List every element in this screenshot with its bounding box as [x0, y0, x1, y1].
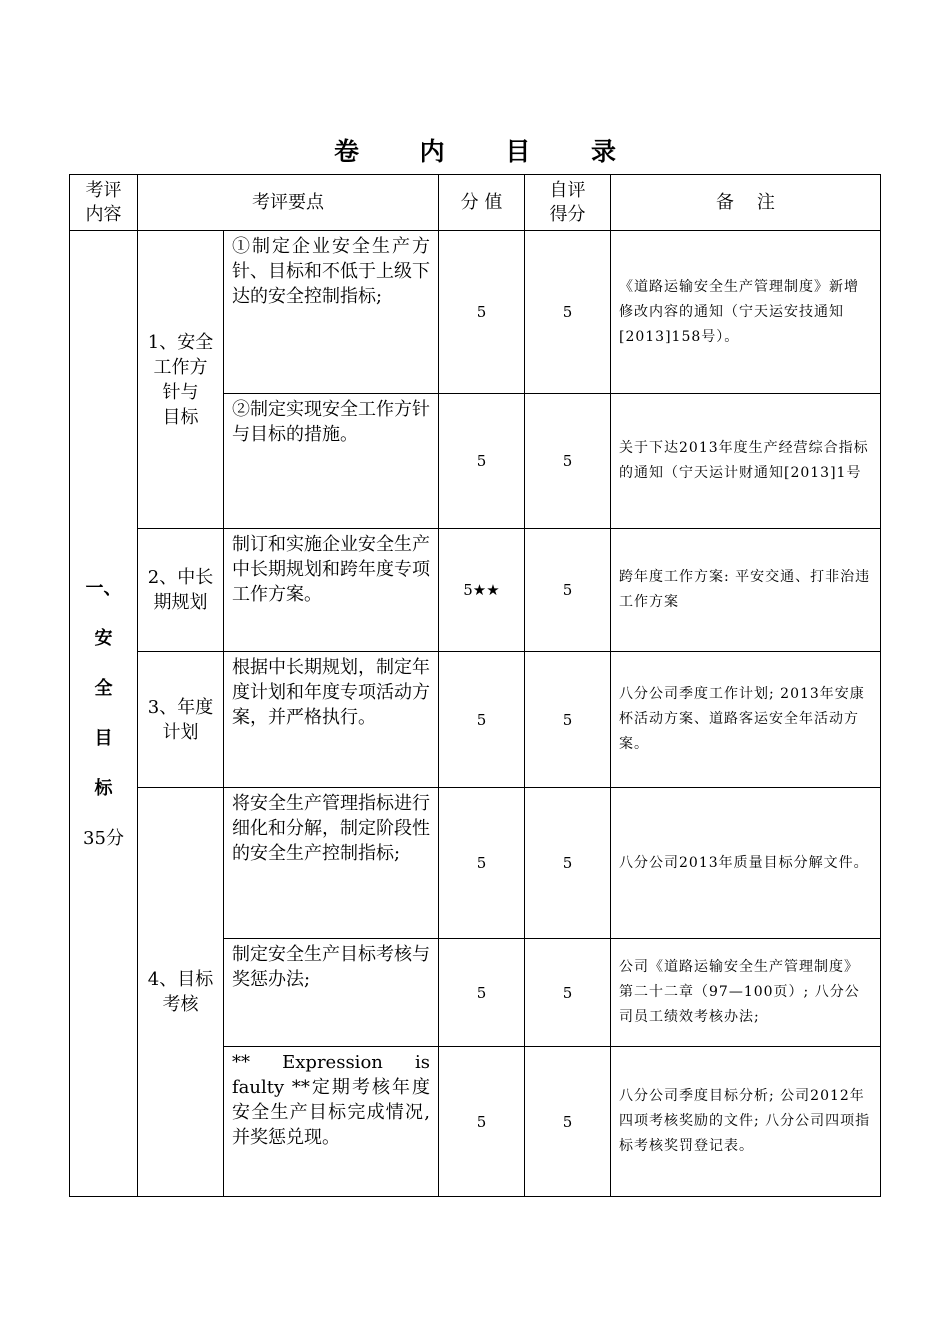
subitem-label: 1、安全 工作方 针与 目标	[138, 231, 224, 529]
remark-cell: 跨年度工作方案: 平安交通、打非治违工作方案	[611, 529, 881, 652]
subitem-label: 3、年度 计划	[138, 652, 224, 788]
category-line: 全	[94, 677, 113, 699]
category-cell	[70, 231, 138, 1197]
evaluation-point: 将安全生产管理指标进行细化和分解，制定阶段性的安全生产控制指标;	[224, 788, 439, 939]
remark-cell: 关于下达2013年度生产经营综合指标的通知（宁天运计财通知[2013]1号	[611, 394, 881, 529]
remark-cell: 八分公司2013年质量目标分解文件。	[611, 788, 881, 939]
table-row	[70, 652, 881, 788]
table-row	[70, 231, 881, 394]
header-self-score: 自评 得分	[525, 175, 611, 231]
remark-cell: 八分公司季度目标分析; 公司2012年四项考核奖励的文件; 八分公司四项指标考核奖罚登记表。	[611, 1047, 881, 1197]
value-cell: 5★★	[439, 529, 525, 652]
remark-cell: 八分公司季度工作计划; 2013年安康杯活动方案、道路客运安全年活动方案。	[611, 652, 881, 788]
value-cell: 5	[439, 939, 525, 1047]
table-row	[70, 529, 881, 652]
self-score-cell: 5	[525, 652, 611, 788]
self-score-cell: 5	[525, 939, 611, 1047]
value-cell: 5	[439, 788, 525, 939]
self-score-cell: 5	[525, 231, 611, 394]
self-score-cell: 5	[525, 529, 611, 652]
value-cell: 5	[439, 231, 525, 394]
evaluation-point: ②制定实现安全工作方针与目标的措施。	[224, 394, 439, 529]
header-remark: 备 注	[611, 175, 881, 231]
evaluation-point: 制订和实施企业安全生产中长期规划和跨年度专项工作方案。	[224, 529, 439, 652]
remark-cell: 公司《道路运输安全生产管理制度》第二十二章（97—100页）; 八分公司员工绩效考核办法;	[611, 939, 881, 1047]
value-cell: 5	[439, 1047, 525, 1197]
header-value: 分 值	[439, 175, 525, 231]
table-header-row	[70, 175, 881, 231]
evaluation-point: 制定安全生产目标考核与奖惩办法;	[224, 939, 439, 1047]
subitem-label: 4、目标 考核	[138, 788, 224, 1197]
evaluation-point: 根据中长期规划，制定年度计划和年度专项活动方案，并严格执行。	[224, 652, 439, 788]
value-cell: 5	[439, 652, 525, 788]
catalog-table	[69, 174, 881, 1197]
category-line: 一、	[85, 577, 122, 599]
remark-cell: 《道路运输安全生产管理制度》新增修改内容的通知（宁天运安技通知[2013]158号）。	[611, 231, 881, 394]
value-cell: 5	[439, 394, 525, 529]
category-score: 35分	[83, 827, 124, 849]
header-points: 考评要点	[138, 175, 439, 231]
evaluation-point: ①制定企业安全生产方针、目标和不低于上级下达的安全控制指标;	[224, 231, 439, 394]
table-row	[70, 788, 881, 939]
category-line: 标	[94, 777, 113, 799]
page-title: 卷 内 目 录	[333, 137, 643, 166]
self-score-cell: 5	[525, 394, 611, 529]
self-score-cell: 5	[525, 1047, 611, 1197]
self-score-cell: 5	[525, 788, 611, 939]
subitem-label: 2、中长 期规划	[138, 529, 224, 652]
evaluation-point: ** Expression is faulty **定期考核年度安全生产目标完成情况,并奖惩兑现。	[224, 1047, 439, 1197]
header-content: 考评 内容	[70, 175, 138, 231]
category-line: 安	[94, 627, 113, 649]
category-line: 目	[94, 727, 113, 749]
